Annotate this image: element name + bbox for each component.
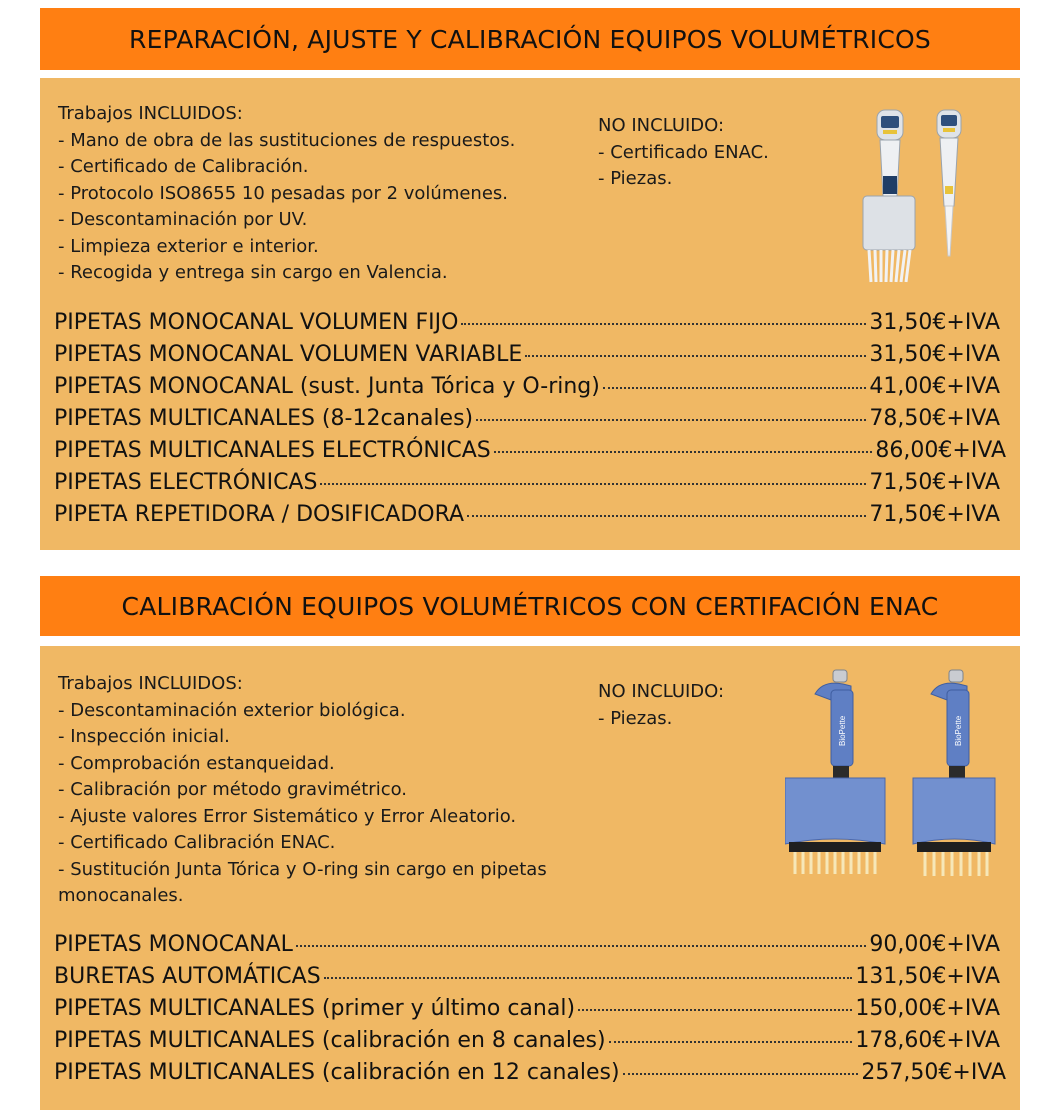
price-row — [54, 996, 1000, 1028]
price-row — [54, 932, 1000, 964]
dotted-leader — [494, 451, 873, 453]
list-item: - Descontaminación exterior biológica. — [58, 699, 406, 721]
price-value: 86,00€+IVA — [875, 438, 1006, 463]
list-item: - Comprobación estanqueidad. — [58, 752, 335, 774]
list-item: - Descontaminación por UV. — [58, 209, 308, 230]
price-value: 131,50€+IVA — [855, 964, 1000, 989]
section1-title: REPARACIÓN, AJUSTE Y CALIBRACIÓN EQUIPOS VOLUMÉTRICOS — [129, 24, 931, 54]
dotted-leader — [578, 1009, 852, 1011]
price-value: 257,50€+IVA — [861, 1060, 1006, 1085]
price-value: 78,50€+IVA — [869, 406, 1000, 431]
list-item: - Piezas. — [598, 168, 673, 189]
price-row — [54, 964, 1000, 996]
pipette-brand-label: BioPette — [838, 715, 847, 746]
list-item: - Protocolo ISO8655 10 pesadas por 2 volúmenes. — [58, 182, 509, 204]
multichannel-pipettes-image — [785, 666, 1005, 896]
price-label: PIPETAS MULTICANALES ELECTRÓNICAS — [54, 438, 491, 463]
price-value: 150,00€+IVA — [855, 996, 1000, 1021]
price-value: 71,50€+IVA — [869, 470, 1000, 495]
list-item: - Mano de obra de las sustituciones de respuestos. — [58, 129, 516, 151]
price-value: 41,00€+IVA — [869, 374, 1000, 399]
section2-banner — [40, 576, 1020, 636]
dotted-leader — [476, 419, 866, 421]
dotted-leader — [603, 387, 867, 389]
pipette-brand-label: BioPette — [954, 715, 963, 746]
price-row — [54, 406, 1000, 438]
list-item: - Calibración por método gravimétrico. — [58, 779, 408, 800]
dotted-leader — [525, 355, 866, 357]
list-item: - Certificado Calibración ENAC. — [58, 832, 336, 853]
price-value: 90,00€+IVA — [869, 932, 1000, 957]
price-row — [54, 1060, 1006, 1092]
price-value: 31,50€+IVA — [869, 310, 1000, 335]
price-row — [54, 374, 1000, 406]
price-value: 178,60€+IVA — [855, 1028, 1000, 1053]
dotted-leader — [320, 483, 866, 485]
price-row — [54, 438, 1006, 470]
price-row — [54, 342, 1000, 374]
dotted-leader — [461, 323, 866, 325]
list-item: - Recogida y entrega sin cargo en Valencia. — [58, 262, 448, 283]
list-item: - Piezas. — [598, 707, 673, 729]
price-label: PIPETAS MULTICANALES (calibración en 8 canales) — [54, 1028, 606, 1053]
section1-not-included — [598, 113, 769, 193]
dotted-leader — [609, 1041, 853, 1043]
section1-price-list — [54, 310, 1006, 534]
price-label: PIPETAS MONOCANAL VOLUMEN FIJO — [54, 310, 459, 335]
section2-included-title: Trabajos INCLUIDOS: — [58, 673, 243, 694]
price-label: PIPETAS MONOCANAL — [54, 932, 293, 957]
list-item: - Inspección inicial. — [58, 726, 230, 747]
section1-not-included-title: NO INCLUIDO: — [598, 115, 725, 136]
dotted-leader — [296, 945, 867, 947]
section1-banner — [40, 8, 1020, 70]
electronic-pipettes-image — [855, 106, 970, 286]
section2-panel — [40, 646, 1020, 1110]
section2-included — [58, 671, 547, 910]
price-row — [54, 310, 1000, 342]
section1-included-title: Trabajos INCLUIDOS: — [58, 103, 243, 124]
price-value: 71,50€+IVA — [869, 502, 1000, 527]
section2-not-included — [598, 679, 724, 732]
price-label: BURETAS AUTOMÁTICAS — [54, 964, 321, 989]
price-row — [54, 502, 1000, 534]
price-value: 31,50€+IVA — [869, 342, 1000, 367]
price-label: PIPETAS MONOCANAL VOLUMEN VARIABLE — [54, 342, 523, 367]
section2-title: CALIBRACIÓN EQUIPOS VOLUMÉTRICOS CON CERTIFACIÓN ENAC — [121, 591, 939, 621]
list-item: monocanales. — [58, 885, 184, 906]
list-item: - Certificado ENAC. — [598, 141, 769, 163]
price-row — [54, 470, 1000, 502]
price-label: PIPETAS MONOCANAL (sust. Junta Tórica y O-ring) — [54, 374, 600, 399]
section2-not-included-title: NO INCLUIDO: — [598, 681, 725, 702]
section1-included — [58, 101, 515, 287]
dotted-leader — [324, 977, 853, 979]
dotted-leader — [467, 515, 866, 517]
dotted-leader — [623, 1073, 859, 1075]
section1-panel — [40, 78, 1020, 550]
section2-price-list — [54, 932, 1006, 1092]
price-label: PIPETAS MULTICANALES (primer y último canal) — [54, 996, 576, 1021]
price-label: PIPETA REPETIDORA / DOSIFICADORA — [54, 502, 465, 527]
price-label: PIPETAS MULTICANALES (calibración en 12 canales) — [54, 1060, 620, 1085]
list-item: - Limpieza exterior e interior. — [58, 235, 319, 257]
price-row — [54, 1028, 1000, 1060]
list-item: - Ajuste valores Error Sistemático y Error Aleatorio. — [58, 805, 517, 827]
list-item: - Sustitución Junta Tórica y O-ring sin cargo en pipetas — [58, 858, 547, 880]
price-label: PIPETAS ELECTRÓNICAS — [54, 470, 318, 495]
price-label: PIPETAS MULTICANALES (8-12canales) — [54, 406, 474, 431]
list-item: - Certificado de Calibración. — [58, 156, 309, 177]
